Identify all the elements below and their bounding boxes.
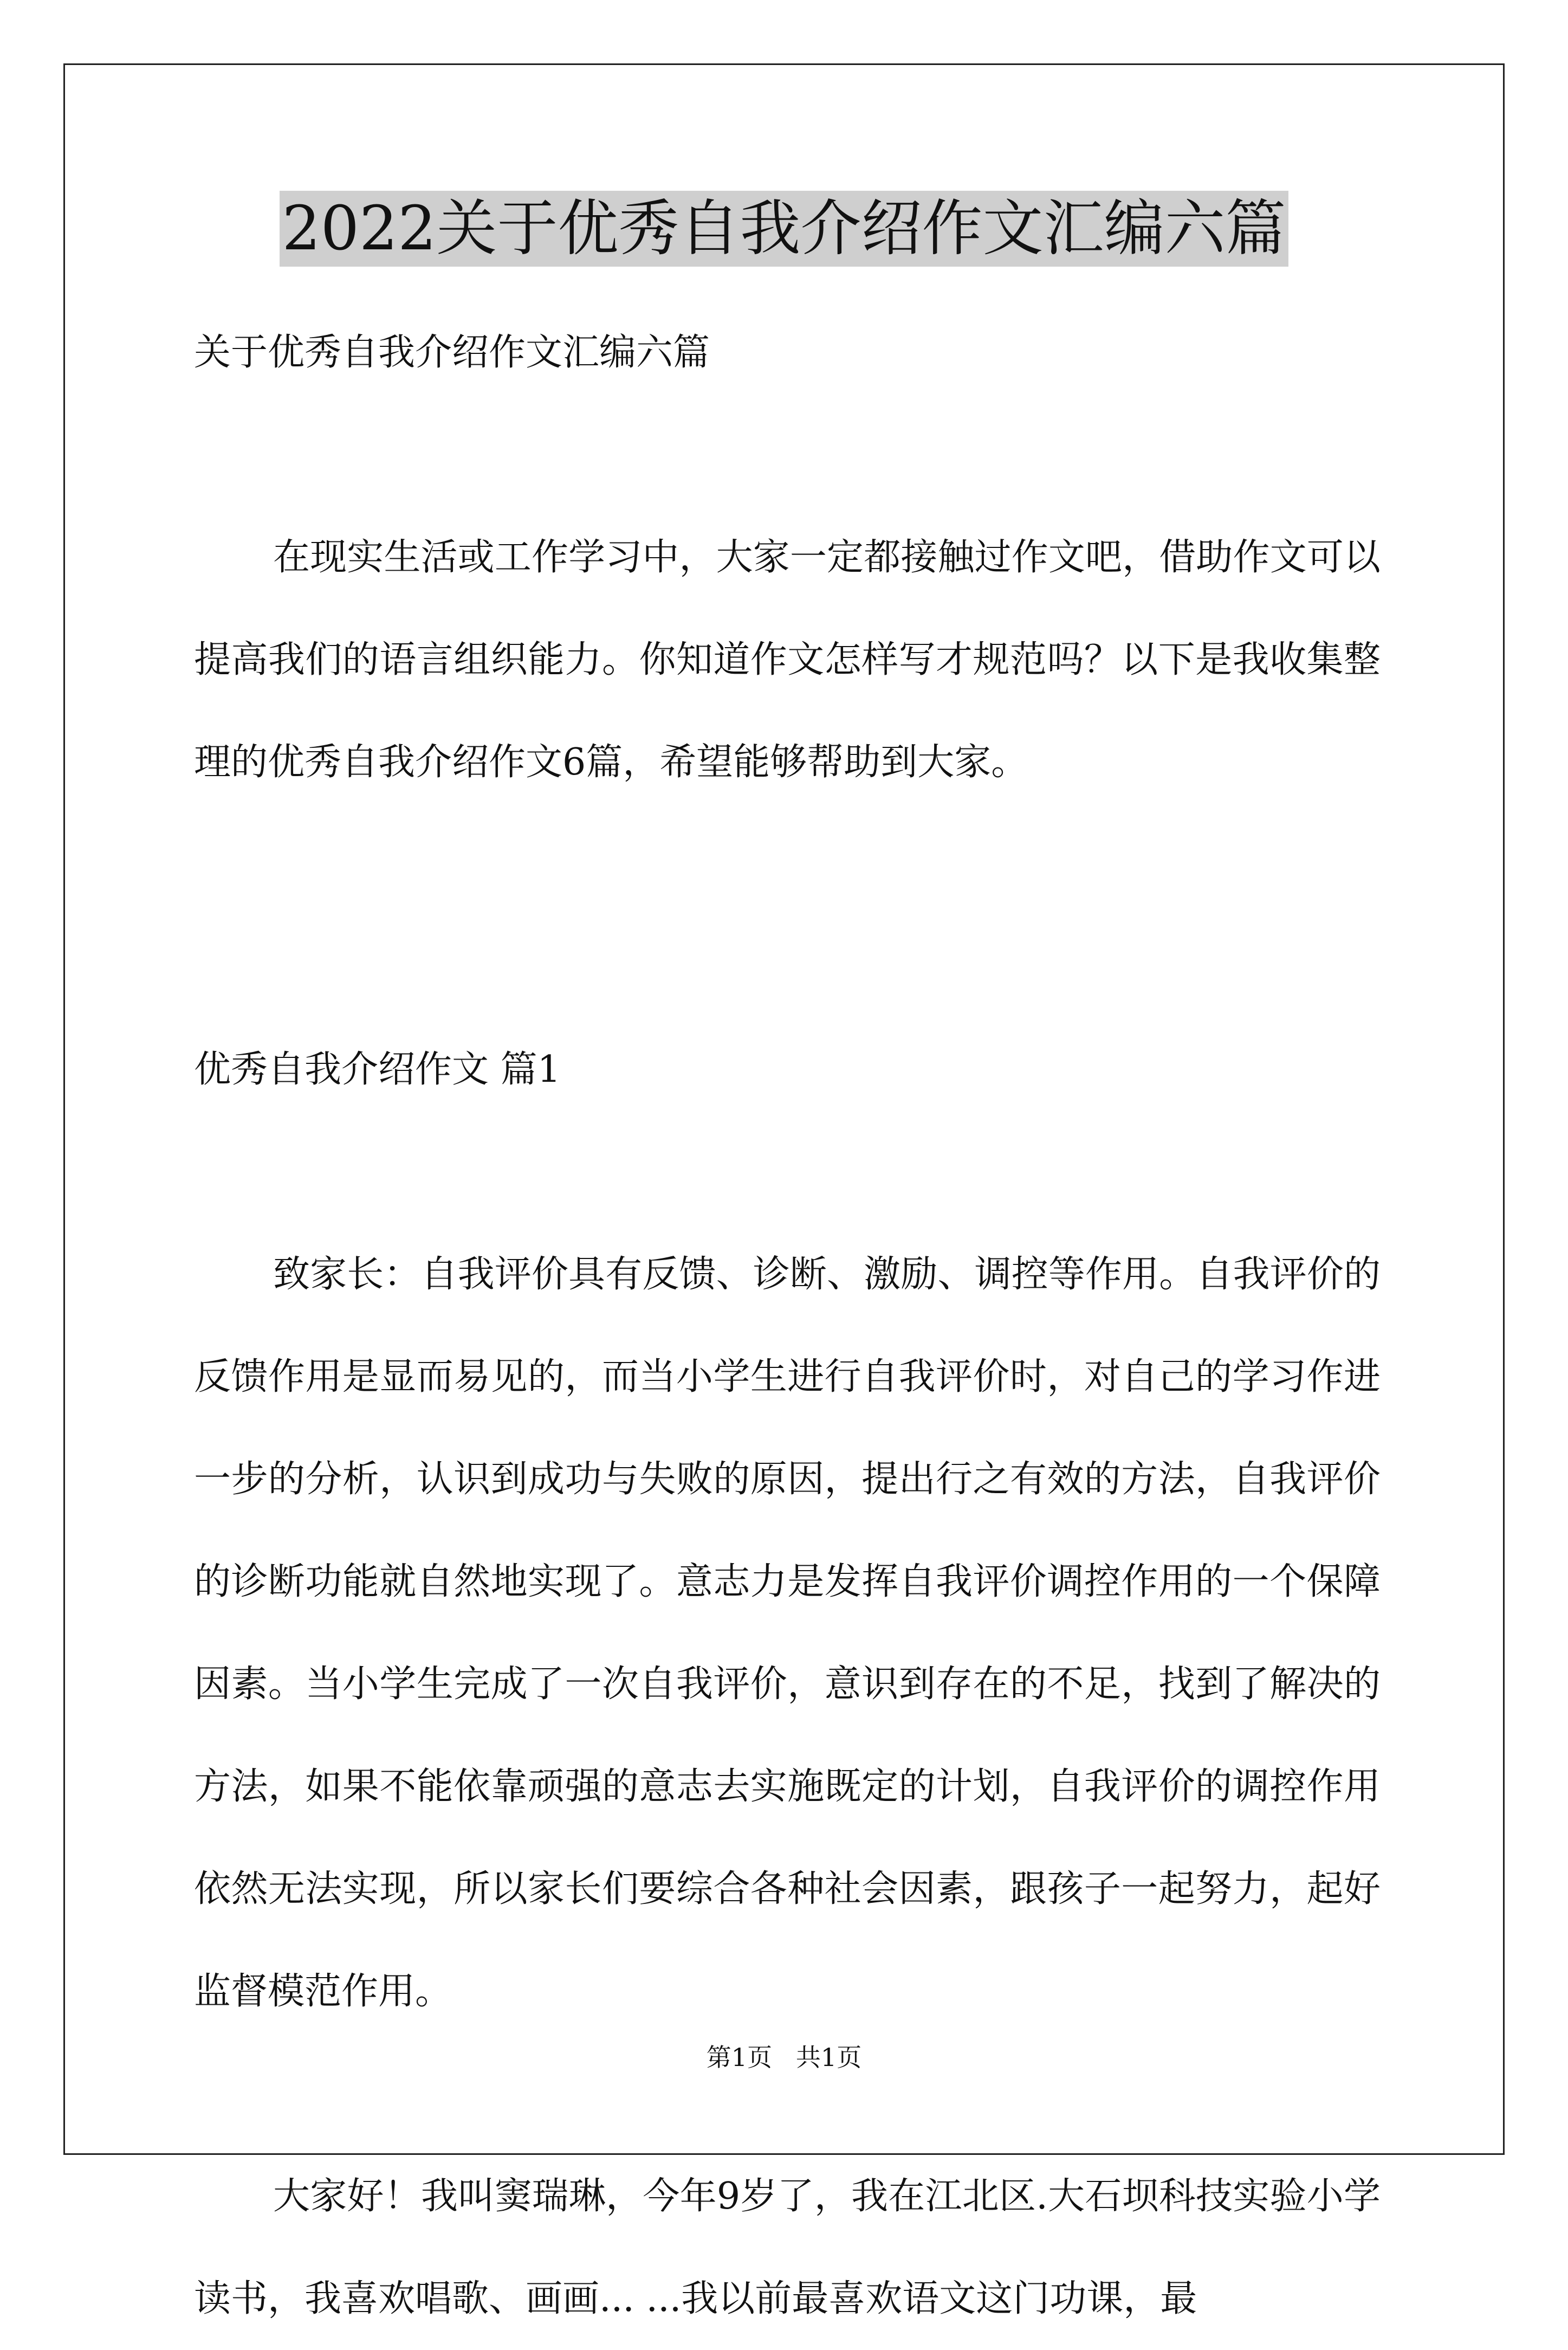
- document-subtitle: 关于优秀自我介绍作文汇编六篇: [194, 331, 710, 374]
- document-title: 2022关于优秀自我介绍作文汇编六篇: [280, 191, 1288, 267]
- section-heading: 优秀自我介绍作文 篇1: [194, 1048, 561, 1091]
- intro-paragraph: 在现实生活或工作学习中，大家一定都接触过作文吧，借助作文可以提高我们的语言组织能力。你知道作文怎样写才规范吗？以下是我收集整理的优秀自我介绍作文6篇，希望能够帮助到大家。: [194, 536, 1381, 784]
- spacer: [194, 404, 1381, 506]
- spacer: [194, 814, 1381, 916]
- title-area: [0, 191, 1568, 267]
- body-paragraph-1: 致家长：自我评价具有反馈、诊断、激励、调控等作用。自我评价的反馈作用是显而易见的，而当小学生进行自我评价时，对自己的学习作进一步的分析，认识到成功与失败的原因，提出行之有效的方法，自我评价的诊断功能就自然地实现了。意志力是发挥自我评价调控作用的一个保障因素。当小学生完成了一次自我评价，意识到存在的不足，找到了解决的方法，如果不能依靠顽强的意志去实施既定的计划，自我评价的调控作用依然无法实现，所以家长们要综合各种社会因素，跟孩子一起努力，起好监督模范作用。: [194, 1253, 1381, 2013]
- spacer: [194, 916, 1381, 1018]
- spacer: [194, 1121, 1381, 1223]
- body-paragraph-2: 大家好！我叫窦瑞琳，今年9岁了，我在江北区.大石坝科技实验小学读书，我喜欢唱歌、画画... ...我以前最喜欢语文这门功课，最: [194, 2175, 1381, 2320]
- page-footer: 第1页 共1页: [706, 2043, 862, 2072]
